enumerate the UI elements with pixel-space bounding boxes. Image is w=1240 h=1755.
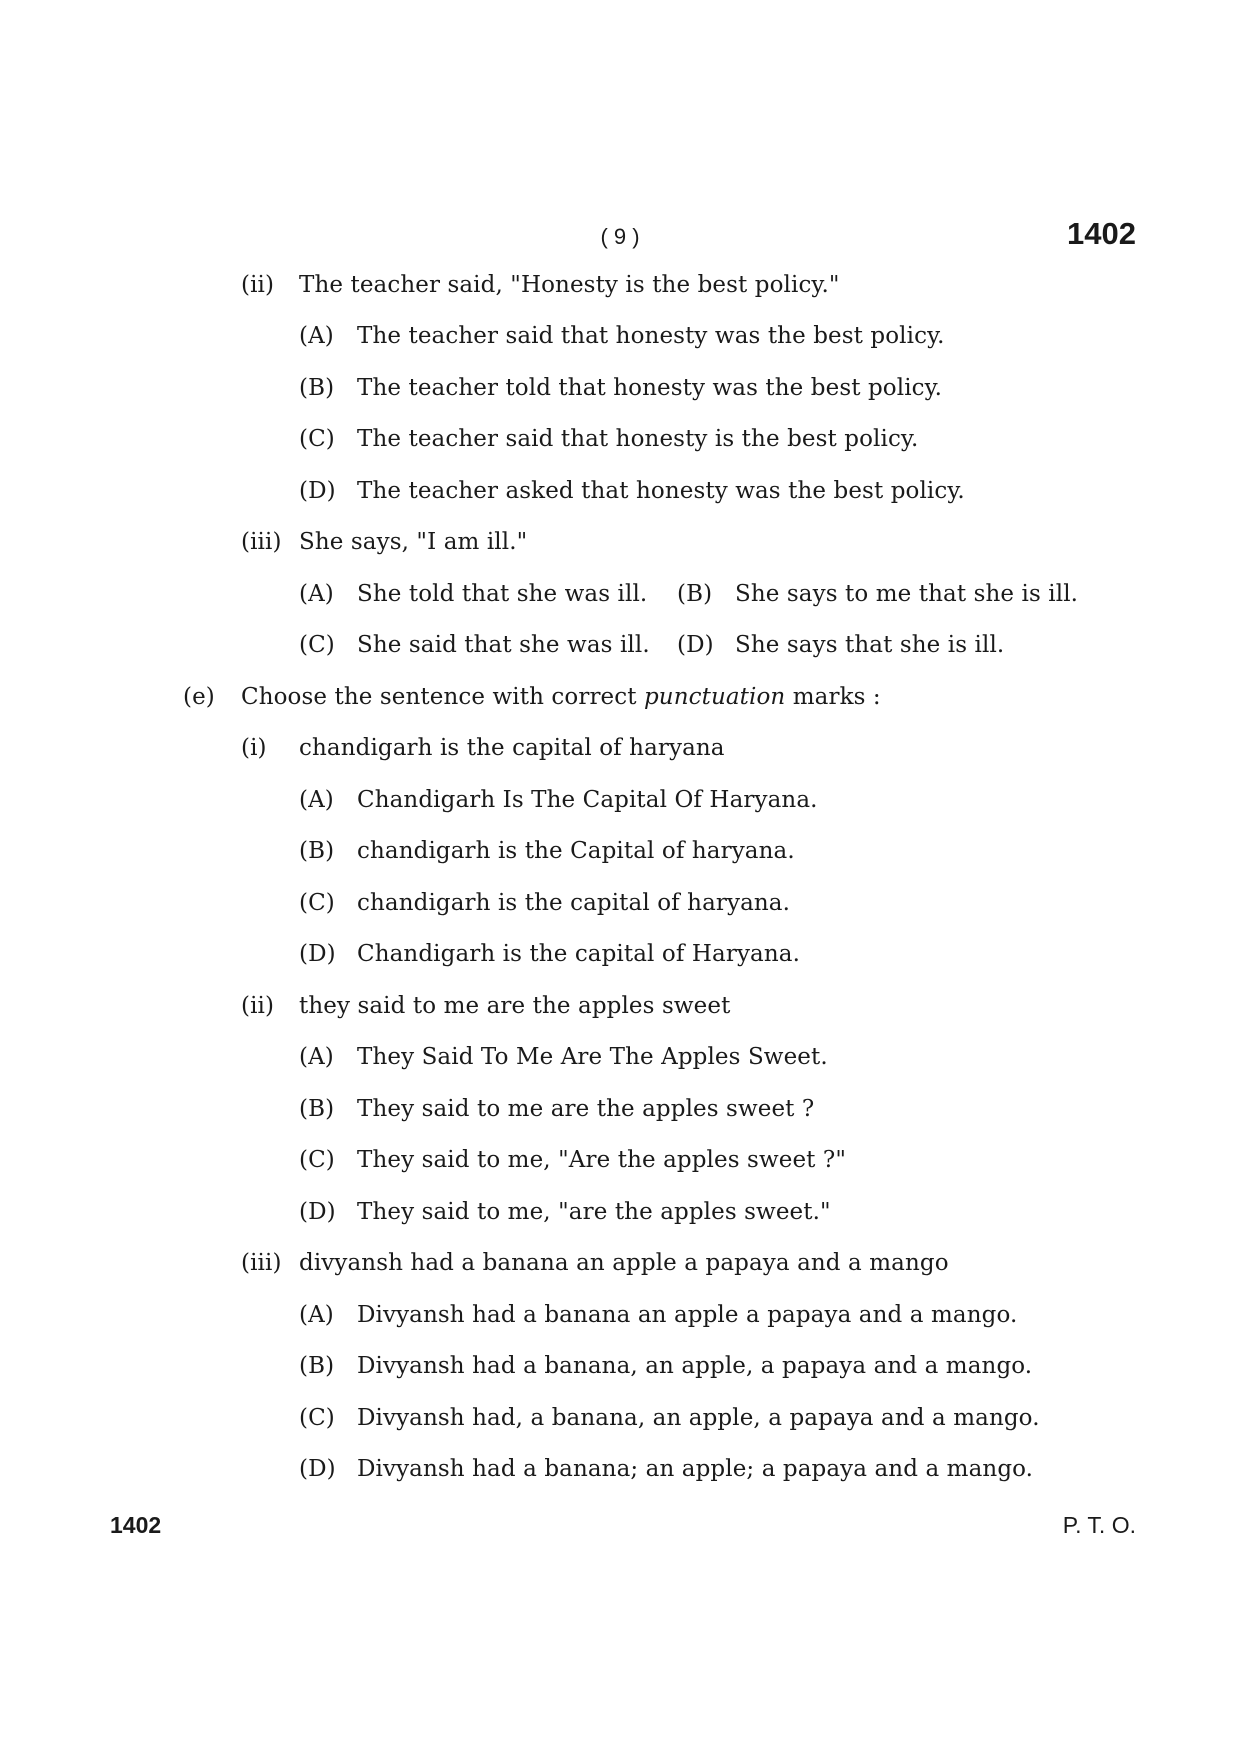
option-label: (D) <box>299 941 336 967</box>
question-label: (iii) <box>241 1250 282 1276</box>
option-label: (B) <box>677 581 713 607</box>
option-text: They said to me are the apples sweet ? <box>357 1096 815 1122</box>
option-text: Divyansh had a banana an apple a papaya and a mango. <box>357 1302 1018 1328</box>
option-text: The teacher said that honesty is the best policy. <box>357 426 919 452</box>
option-text: Divyansh had, a banana, an apple, a papaya and a mango. <box>357 1405 1040 1431</box>
option-label: (D) <box>299 1199 336 1225</box>
option-text: Chandigarh Is The Capital Of Haryana. <box>357 787 818 813</box>
option-label: (D) <box>299 1456 336 1482</box>
question-label: (iii) <box>241 529 282 555</box>
question-label: (ii) <box>241 993 275 1019</box>
option-label: (C) <box>299 632 335 658</box>
option-text: Divyansh had a banana, an apple, a papaya and a mango. <box>357 1353 1033 1379</box>
option-label: (A) <box>299 787 334 813</box>
question-text: She says, "I am ill." <box>299 529 528 555</box>
option-text: Chandigarh is the capital of Haryana. <box>357 941 800 967</box>
option-text: They said to me, "Are the apples sweet ?" <box>357 1147 847 1173</box>
option-label: (A) <box>299 1044 334 1070</box>
paper-code-header: 1402 <box>1067 216 1136 251</box>
option-text: chandigarh is the capital of haryana. <box>357 890 791 916</box>
option-label: (A) <box>299 581 334 607</box>
question-label: (ii) <box>241 272 275 298</box>
option-text: She says to me that she is ill. <box>735 581 1079 607</box>
option-text: Divyansh had a banana; an apple; a papaya and a mango. <box>357 1456 1034 1482</box>
option-text: The teacher said that honesty was the best policy. <box>357 323 945 349</box>
option-label: (C) <box>299 1147 335 1173</box>
section-label: (e) <box>183 684 215 710</box>
option-text: The teacher asked that honesty was the best policy. <box>357 478 965 504</box>
option-label: (C) <box>299 890 335 916</box>
paper-code-footer: 1402 <box>110 1512 162 1538</box>
option-label: (B) <box>299 1353 335 1379</box>
option-text: They said to me, "are the apples sweet." <box>357 1199 831 1225</box>
option-text: They Said To Me Are The Apples Sweet. <box>357 1044 828 1070</box>
option-label: (C) <box>299 1405 335 1431</box>
option-label: (B) <box>299 1096 335 1122</box>
option-text: chandigarh is the Capital of haryana. <box>357 838 795 864</box>
page-number: ( 9 ) <box>600 224 640 249</box>
option-text: She says that she is ill. <box>735 632 1005 658</box>
section-instruction: Choose the sentence with correct punctuation marks : <box>241 684 881 710</box>
question-text: The teacher said, "Honesty is the best policy." <box>299 272 840 298</box>
option-label: (B) <box>299 375 335 401</box>
question-text: divyansh had a banana an apple a papaya and a mango <box>299 1250 949 1276</box>
option-label: (B) <box>299 838 335 864</box>
option-text: She told that she was ill. <box>357 581 648 607</box>
question-label: (i) <box>241 735 267 761</box>
option-label: (D) <box>299 478 336 504</box>
option-label: (A) <box>299 323 334 349</box>
option-text: She said that she was ill. <box>357 632 650 658</box>
option-label: (A) <box>299 1302 334 1328</box>
option-text: The teacher told that honesty was the best policy. <box>357 375 943 401</box>
option-label: (D) <box>677 632 714 658</box>
question-text: chandigarh is the capital of haryana <box>299 735 725 761</box>
question-text: they said to me are the apples sweet <box>299 993 731 1019</box>
please-turn-over: P. T. O. <box>1062 1512 1136 1538</box>
option-label: (C) <box>299 426 335 452</box>
